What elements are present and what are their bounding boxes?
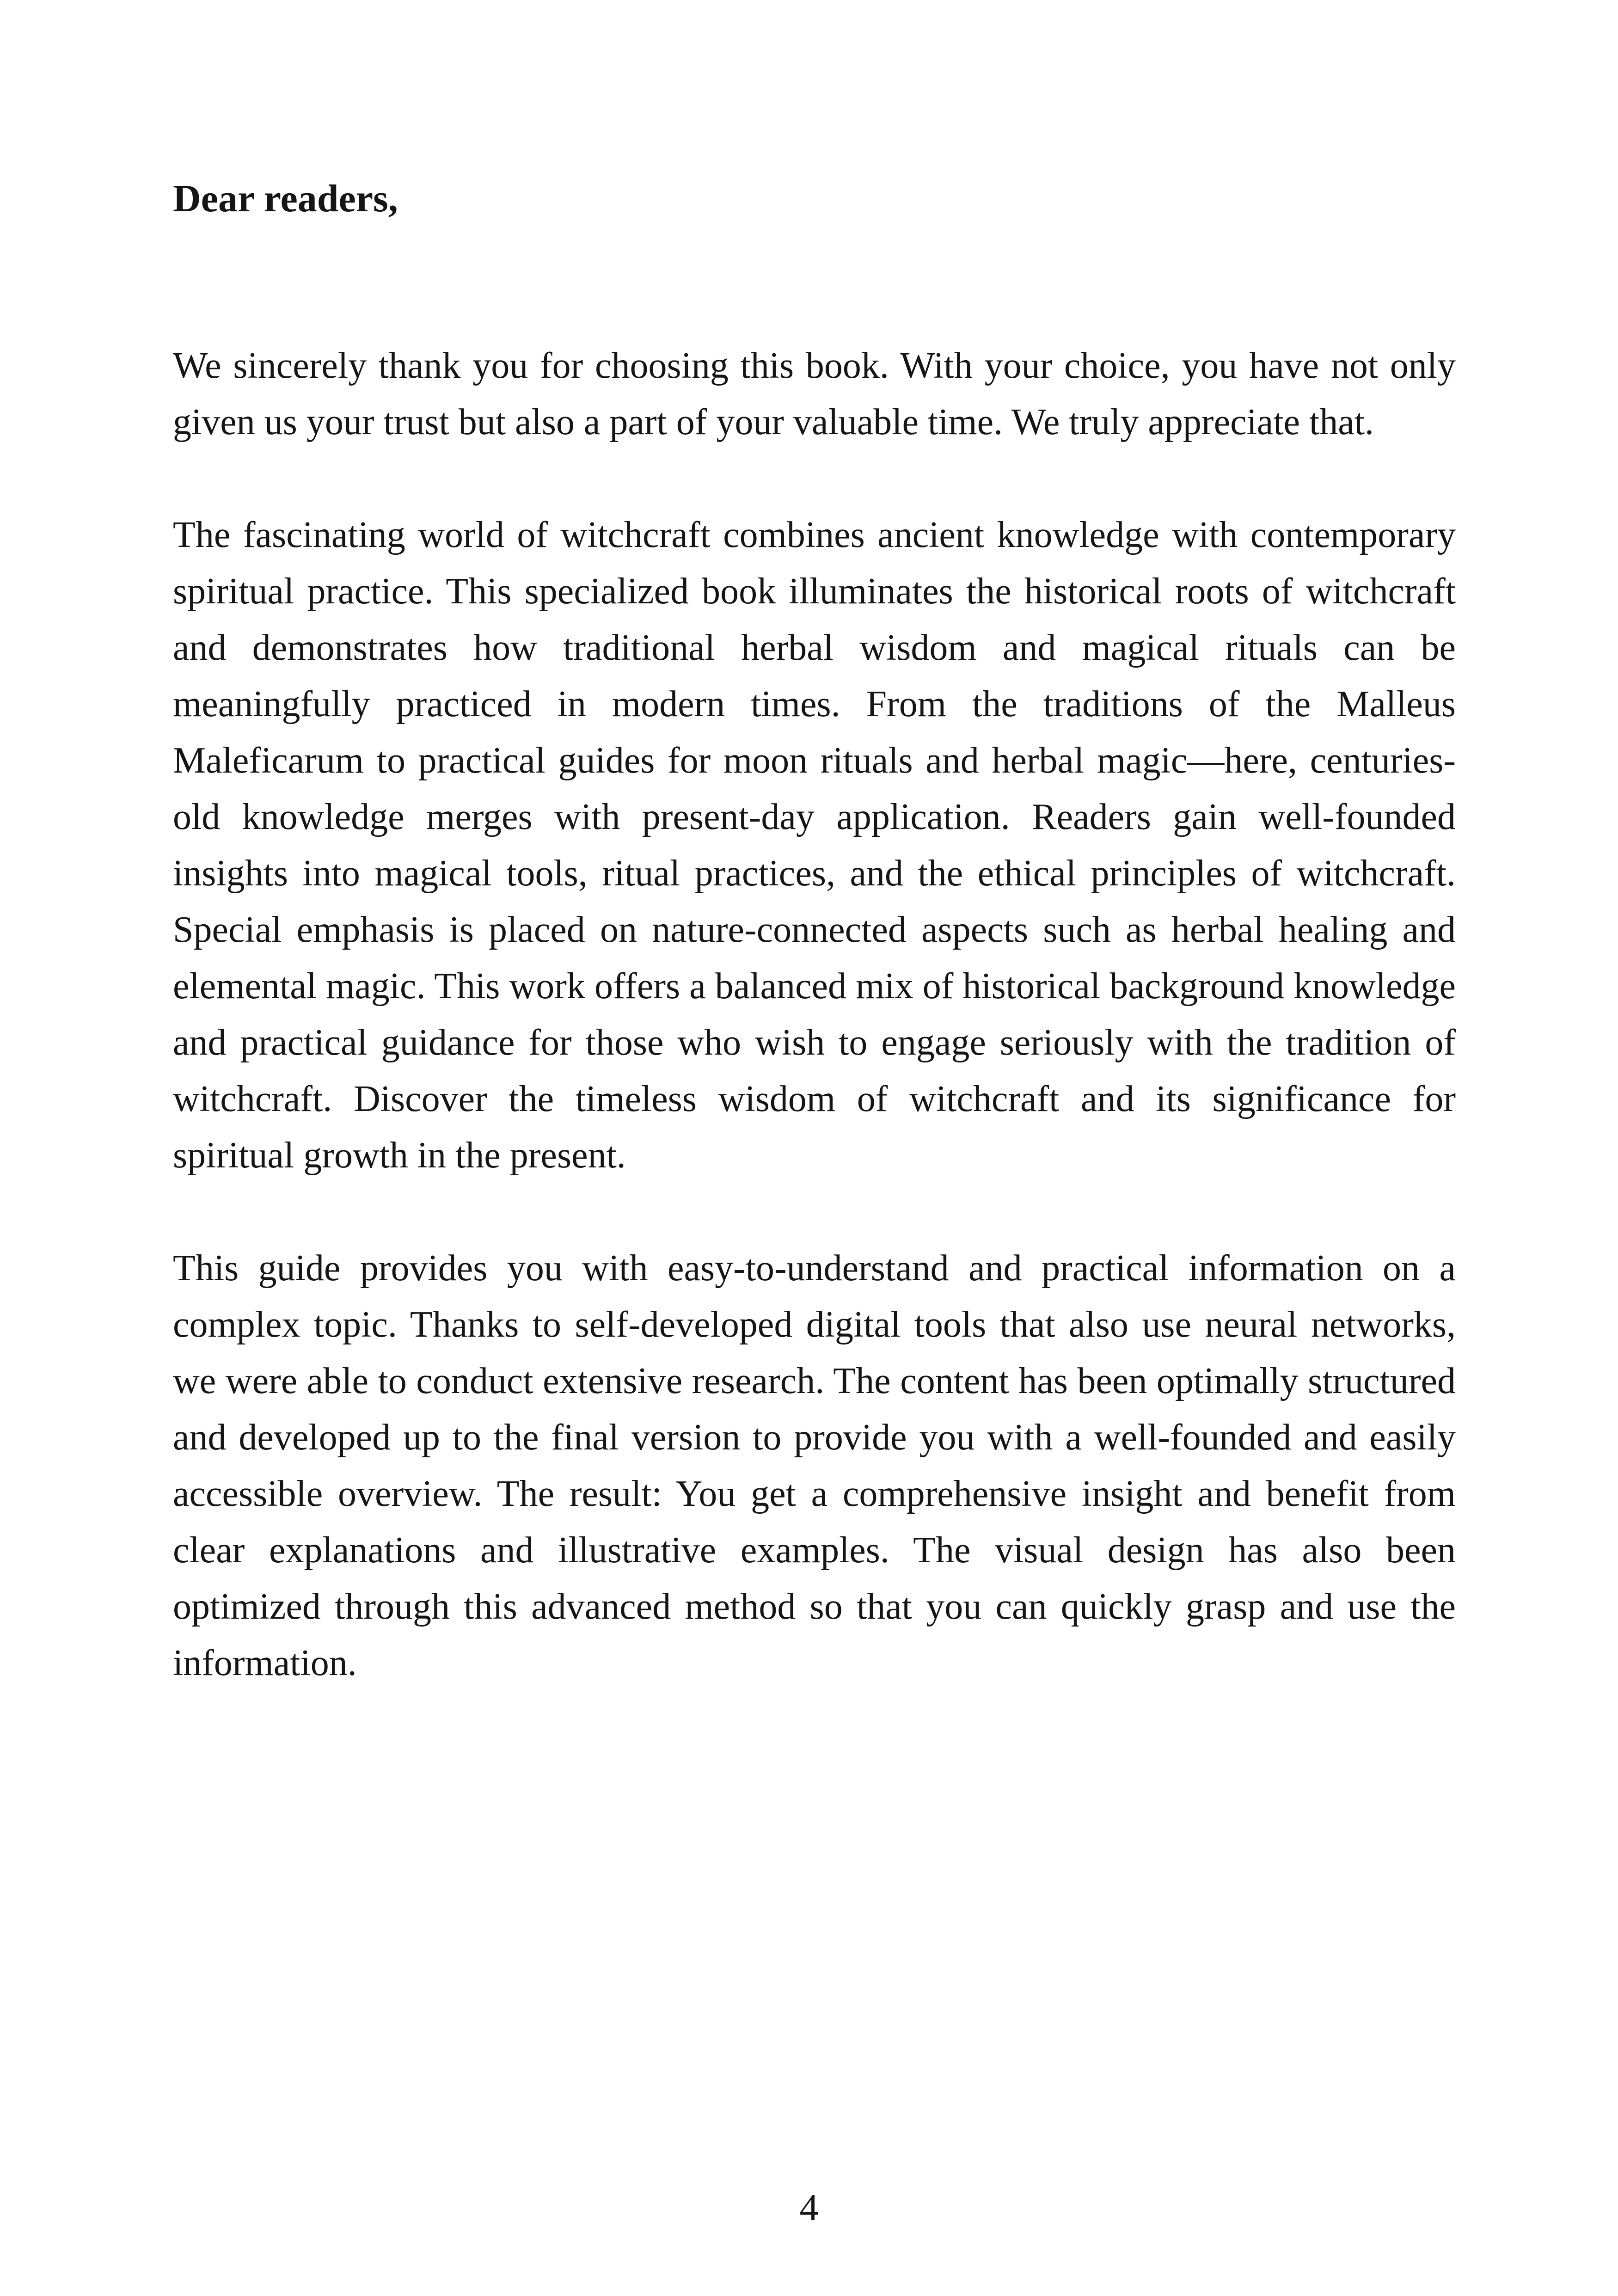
paragraph-thanks: We sincerely thank you for choosing this book. With your choice, you have not only given us your trust but also a part of your valuable time. We truly appreciate that. (173, 345, 1456, 442)
salutation: Dear readers, (173, 177, 398, 220)
page-number: 4 (799, 2186, 819, 2228)
paragraph-book-description: The fascinating world of witchcraft combines ancient knowledge with contemporary spiritual practice. This specialized book illuminates the historical roots of witchcraft and demonstrates how traditional herbal wisdom and magical rituals can be meaningfully practiced in modern times. From the traditions of the Malleus Maleficarum to practical guides for moon rituals and herbal magic—here, centuries-old knowledge merges with present-day application. Readers gain well-founded insights into magical tools, ritual practices, and the ethical principles of witchcraft. Special emphasis is placed on nature-connected aspects such as herbal healing and elemental magic. This work offers a balanced mix of historical background knowledge and practical guidance for those who wish to engage seriously with the tradition of witchcraft. Discover the timeless wisdom of witchcraft and its significance for spiritual growth in the present. (173, 515, 1456, 1176)
paragraph-guide-method: This guide provides you with easy-to-understand and practical information on a complex topic. Thanks to self-developed digital tools that also use neural networks, we were able to conduct extensive research. The content has been optimally structured and developed up to the final version to provide you with a well-founded and easily accessible overview. The result: You get a comprehensive insight and benefit from clear explanations and illustrative examples. The visual design has also been optimized through this advanced method so that you can quickly grasp and use the information. (173, 1248, 1456, 1683)
letter-body (173, 171, 1456, 1691)
